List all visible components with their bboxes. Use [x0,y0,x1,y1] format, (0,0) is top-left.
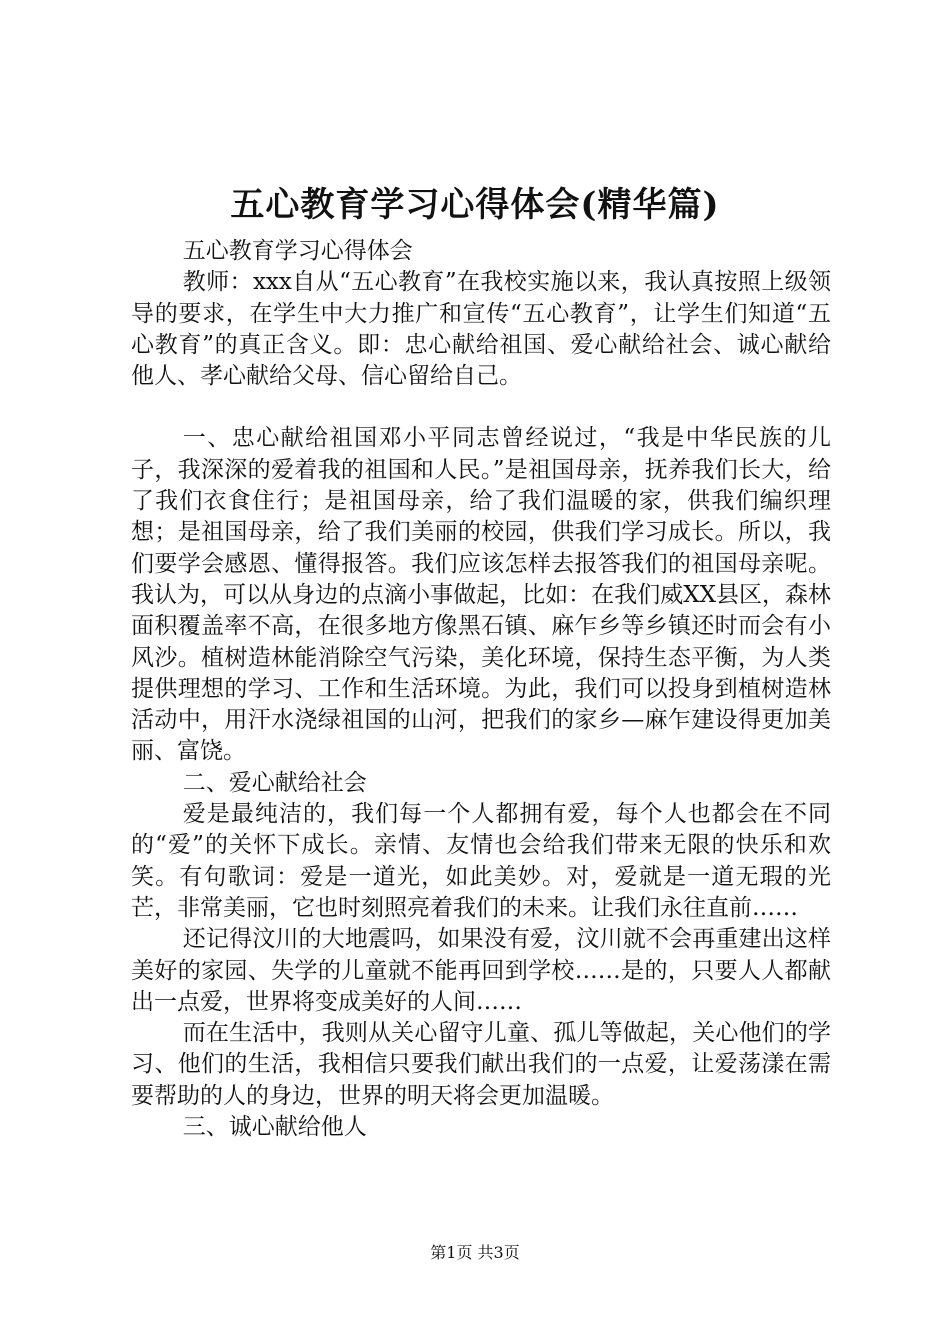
intro-paragraph: 教师：xxx自从“五心教育”在我校实施以来，我认真按照上级领导的要求，在学生中大力推广和宣传“五心教育”，让学生们知道“五心教育”的真正含义。即：忠心献给祖国、爱心献给社会、诚心献给他人、孝心献给父母、信心留给自己。 [131,269,831,390]
subtitle-paragraph: 五心教育学习心得体会 [182,238,413,264]
daily-life-paragraph: 而在生活中，我则从关心留守儿童、孤儿等做起，关心他们的学习、他们的生活，我相信只要我们献出我们的一点爱，让爱荡漾在需要帮助的人的身边，世界的明天将会更加温暖。 [131,1020,831,1109]
page-footer: 第1页 共3页 [430,1243,520,1262]
wenchuan-paragraph: 还记得汶川的大地震吗，如果没有爱，汶川就不会再重建出这样美好的家园、失学的儿童就不能再回到学校……是的，只要人人都献出一点爱，世界将变成美好的人间…… [131,926,831,1015]
section-one-paragraph: 一、忠心献给祖国邓小平同志曾经说过，“我是中华民族的儿子，我深深的爱着我的祖国和人民。”是祖国母亲，抚养我们长大，给了我们衣食住行；是祖国母亲，给了我们温暖的家，供我们编织理想；是祖国母亲，给了我们美丽的校园，供我们学习成长。所以，我们要学会感恩、懂得报答。我们应该怎样去报答我们的祖国母亲呢。我认为，可以从身边的点滴小事做起，比如：在我们威XX县区，森林面积覆盖率不高，在很多地方像黑石镇、麻乍乡等乡镇还时而会有小风沙。植树造林能消除空气污染，美化环境，保持生态平衡，为人类提供理想的学习、工作和生活环境。为此，我们可以投身到植树造林活动中，用汗水浇绿祖国的山河，把我们的家乡—麻乍建设得更加美丽、富饶。 [131,425,831,765]
document-body [131,236,831,1143]
love-paragraph: 爱是最纯洁的，我们每一个人都拥有爱，每个人也都会在不同的“爱”的关怀下成长。亲情、友情也会给我们带来无限的快乐和欢笑。有句歌词：爱是一道光，如此美妙。对，爱就是一道无瑕的光芒，非常美丽，它也时刻照亮着我们的未来。让我们永往直前…… [131,801,831,921]
section-two-heading: 二、爱心献给社会 [182,769,367,796]
document-title: 五心教育学习心得体会(精华篇) [230,185,720,225]
section-three-heading: 三、诚心献给他人 [182,1114,367,1141]
